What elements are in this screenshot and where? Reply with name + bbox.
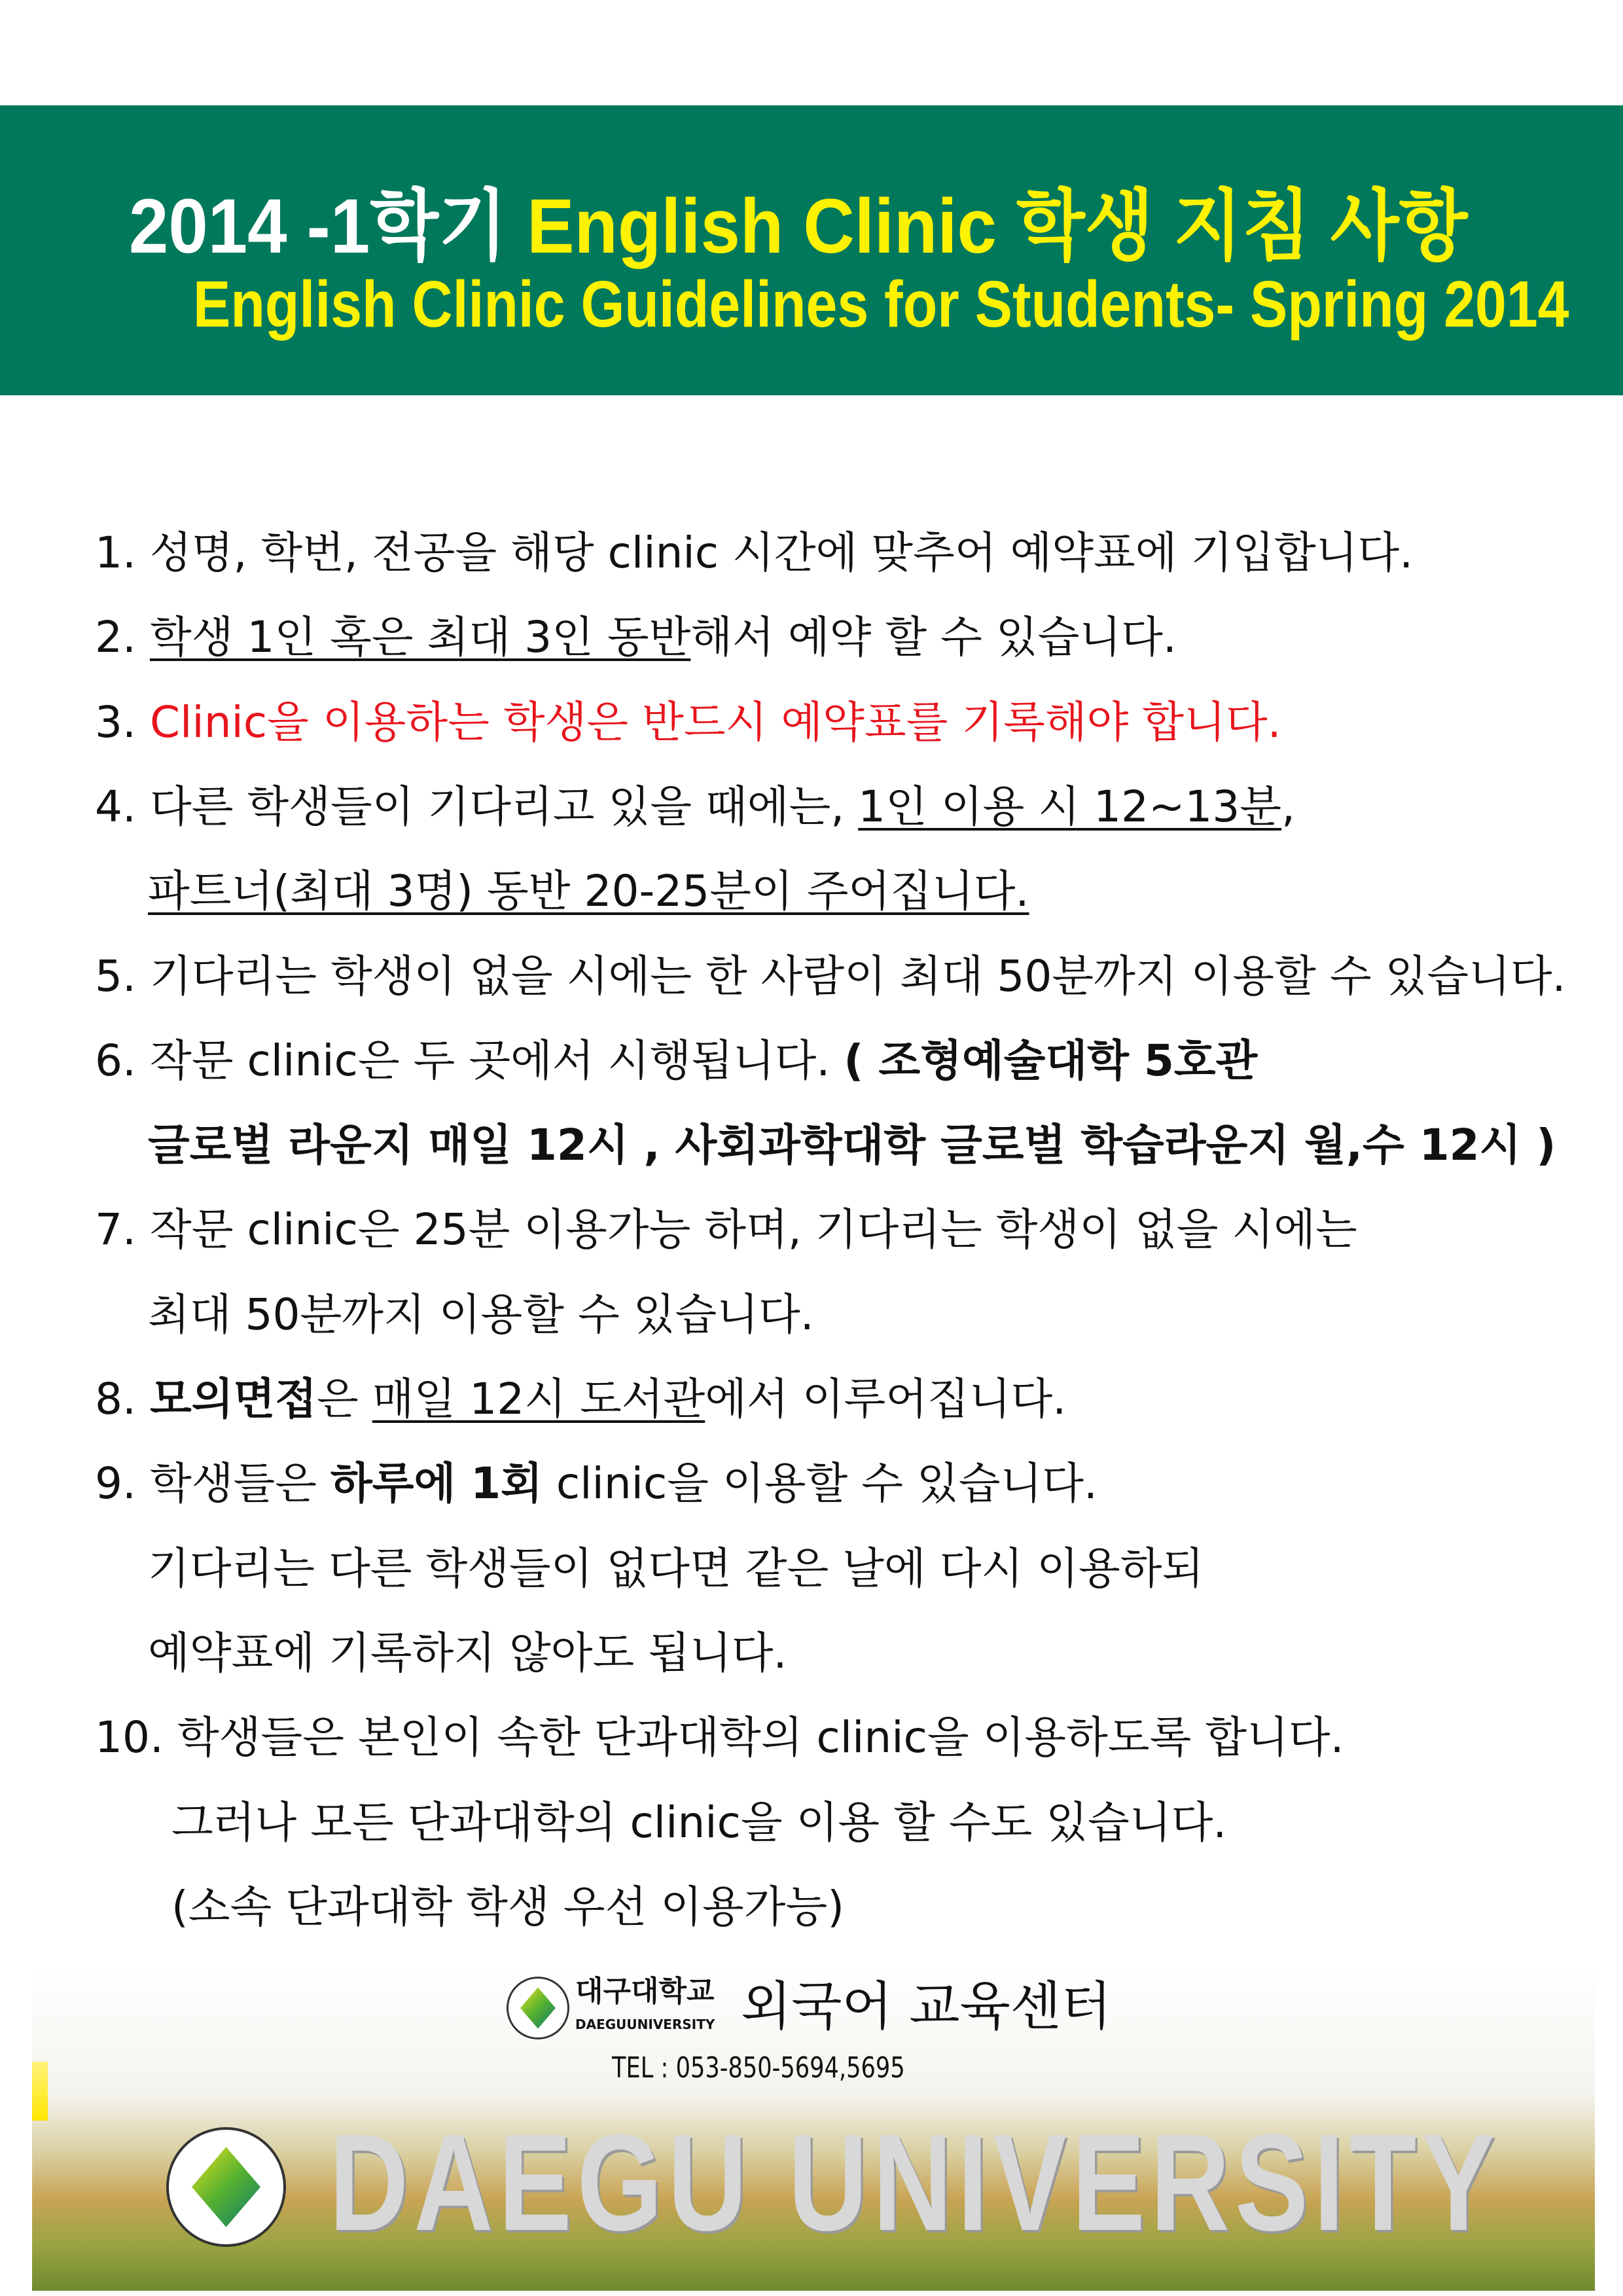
guideline-text: 8. <box>95 1374 150 1424</box>
guideline-text: 5. 기다리는 학생이 없을 시에는 한 사람이 최대 50분까지 이용할 수 있습니다. <box>95 950 1566 1001</box>
guideline-text: 글로벌 라운지 매일 12시 , 사회과학대학 글로벌 학습라운지 월,수 12시 ) <box>148 1120 1556 1171</box>
guideline-item <box>148 1116 1556 1175</box>
guideline-text: 하루에 1회 <box>330 1458 543 1509</box>
guideline-item <box>148 862 1029 921</box>
guideline-text: 은 <box>316 1374 372 1424</box>
logo-english-name: DAEGUUNIVERSITY <box>575 2017 715 2032</box>
guideline-text: 7. 작문 clinic은 25분 이용가능 하며, 기다리는 학생이 없을 시에는 <box>95 1204 1357 1255</box>
guideline-text: 6. 작문 clinic은 두 곳에서 시행됩니다. <box>95 1035 844 1086</box>
guideline-text: 기다리는 다른 학생들이 없다면 같은 날에 다시 이용하되 <box>148 1543 1204 1594</box>
guideline-item <box>148 1539 1204 1598</box>
guideline-text: 2. <box>95 612 150 663</box>
banner-word: DAEGU UNIVERSITY <box>329 2106 1501 2259</box>
guideline-text: 4. 다른 학생들이 기다리고 있을 때에는, <box>95 781 859 832</box>
guideline-text: 파트너(최대 3명) 동반 20-25분이 주어집니다. <box>148 866 1029 917</box>
guideline-text: clinic을 이용할 수 있습니다. <box>542 1458 1098 1509</box>
title-main: English Clinic 학생 지침 사항 <box>527 183 1468 270</box>
title-term: 2014 -1학기 <box>129 183 527 270</box>
guideline-text: 9. 학생들은 <box>95 1458 330 1509</box>
guideline-text: 10. 학생들은 본인이 속한 단과대학의 clinic을 이용하도록 합니다. <box>95 1712 1344 1763</box>
guideline-text: 1인 이용 시 12~13분 <box>858 781 1282 832</box>
page-subtitle: English Clinic Guidelines for Students- Spring 2014 <box>193 268 1569 341</box>
guideline-item <box>95 524 1413 583</box>
guideline-item <box>95 1200 1357 1259</box>
guideline-text: 학생 1인 혹은 최대 3인 동반 <box>149 612 691 663</box>
page-title <box>129 164 1468 275</box>
guideline-item <box>95 608 1177 667</box>
guideline-text: 에서 이루어집니다. <box>705 1374 1067 1424</box>
guideline-text: 3. <box>95 696 150 747</box>
guideline-text: 매일 12시 도서관 <box>372 1374 705 1424</box>
center-name: 외국어 교육센터 <box>741 1976 1112 2037</box>
guideline-text: 해서 예약 할 수 있습니다. <box>690 612 1177 663</box>
guideline-item <box>95 1370 1066 1429</box>
guideline-text: 그러나 모든 단과대학의 clinic을 이용 할 수도 있습니다. <box>171 1797 1227 1848</box>
decorative-bar <box>32 2062 48 2121</box>
guideline-text: (소속 단과대학 학생 우선 이용가능) <box>171 1881 844 1932</box>
guideline-item <box>95 778 1295 836</box>
telephone: TEL : 053-850-5694,5695 <box>612 2051 905 2085</box>
logo-korean-name: 대구대학교 <box>575 1975 715 2008</box>
guideline-item <box>95 1708 1344 1767</box>
guideline-item <box>148 1285 814 1344</box>
guideline-text: 최대 50분까지 이용할 수 있습니다. <box>148 1289 814 1340</box>
university-seal-icon <box>166 2127 286 2247</box>
guideline-item <box>148 1624 787 1683</box>
guideline-text: , <box>1281 781 1296 832</box>
university-logo-icon <box>507 1977 569 2039</box>
guideline-text: 모의면접 <box>149 1374 317 1424</box>
guideline-text: ( 조형예술대학 5호관 <box>844 1035 1258 1086</box>
guideline-item <box>171 1793 1226 1852</box>
guideline-item <box>95 1031 1257 1090</box>
guideline-text: 1. 성명, 학번, 전공을 해당 clinic 시간에 맞추어 예약표에 기입합니다. <box>95 528 1414 578</box>
guideline-item <box>95 1454 1097 1513</box>
guideline-text: Clinic을 이용하는 학생은 반드시 예약표를 기록해야 합니다. <box>149 696 1281 747</box>
guideline-text: 예약표에 기록하지 않아도 됩니다. <box>148 1627 787 1678</box>
guideline-item <box>95 693 1281 752</box>
guideline-item <box>171 1878 844 1937</box>
footer-banner <box>32 1964 1595 2291</box>
guideline-item <box>95 947 1566 1006</box>
